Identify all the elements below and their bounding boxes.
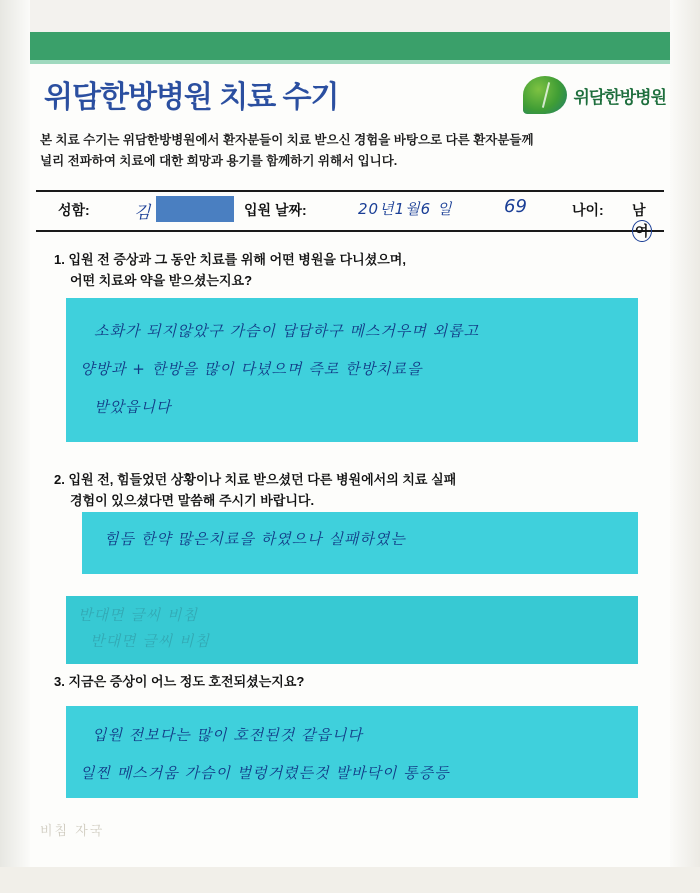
question-3-number: 3. [54, 674, 65, 689]
paper-edge-right [670, 0, 700, 893]
name-label: 성함: [58, 202, 90, 218]
name-handwritten-value: 김 [134, 203, 151, 223]
gender-field [632, 200, 664, 242]
info-rule-bottom [36, 230, 664, 232]
question-3 [54, 672, 654, 693]
answer-2-line-1: 힘듬 한약 많은치료을 하였으나 실패하였는 [104, 530, 406, 548]
info-rule-top [36, 190, 664, 192]
answer-3-line-1: 입원 전보다는 많이 호전된것 같읍니다 [92, 726, 363, 744]
question-2-number: 2. [54, 472, 65, 487]
gender-female-option-circled: 여 [632, 220, 652, 242]
bleedthrough-text-2: 반대면 글씨 비침 [90, 632, 210, 650]
gender-male-option: 남 [632, 202, 646, 218]
intro-line-1: 본 치료 수기는 위담한방병원에서 환자분들이 치료 받으신 경험을 바탕으로 다른 환자분들께 [40, 133, 534, 147]
question-2-line-1: 입원 전, 힘들었던 상황이나 치료 받으셨던 다른 병원에서의 치료 실패 [68, 472, 457, 487]
question-1-number: 1. [54, 252, 65, 267]
page-bottom-bleedthrough: 비침 자국 [40, 824, 105, 839]
age-handwritten-value: 69 [504, 196, 527, 217]
answer-box-3 [66, 706, 638, 798]
question-1-line-1: 입원 전 증상과 그 동안 치료를 위해 어떤 병원을 다니셨으며, [68, 252, 406, 267]
answer-1-line-2: 양방과 + 한방을 많이 다녔으며 즉로 한방치료을 [80, 360, 423, 378]
answer-box-1 [66, 298, 638, 442]
intro-line-2: 널리 전파하여 치료에 대한 희망과 용기를 함께하기 위해서 입니다. [40, 154, 398, 169]
answer-1-line-1: 소화가 되지않았구 가슴이 답답하구 메스거우며 외롭고 [94, 322, 480, 340]
admission-date-label: 입원 날짜: [244, 202, 307, 218]
bleedthrough-text-1: 반대면 글씨 비침 [78, 606, 198, 624]
page-title: 위담한방병원 치료 수기 [44, 81, 339, 114]
question-3-line-1: 지금은 증상이 어느 정도 호전되셨는지요? [68, 674, 305, 689]
answer-1-line-3: 받았읍니다 [94, 398, 172, 416]
paper-edge-top [0, 0, 700, 32]
question-2-line-2: 경험이 있으셨다면 말씀해 주시기 바랍니다. [70, 492, 315, 508]
answer-box-2 [82, 512, 638, 574]
admission-date-handwritten-value: 20년1월6 일 [358, 200, 453, 218]
question-1-line-2: 어떤 치료와 약을 받으셨는지요? [70, 272, 253, 288]
paper-edge-left [0, 0, 30, 893]
header-green-band [30, 32, 670, 60]
age-label: 나이: [572, 202, 604, 218]
leaf-logo-icon [523, 76, 567, 114]
paper-edge-bottom [0, 867, 700, 893]
question-2 [54, 470, 654, 512]
answer-3-line-2: 일찐 메스거움 가슴이 벌렁거렸든것 발바닥이 통증등 [80, 764, 450, 782]
answer-box-2-bleedthrough [66, 596, 638, 664]
patient-info-row [36, 190, 664, 239]
name-redaction-block [156, 196, 234, 222]
logo-text: 위담한방병원 [573, 87, 666, 107]
header-green-band-shadow [30, 60, 670, 64]
question-1 [54, 250, 654, 292]
hospital-logo [523, 76, 666, 114]
intro-paragraph [40, 130, 650, 173]
